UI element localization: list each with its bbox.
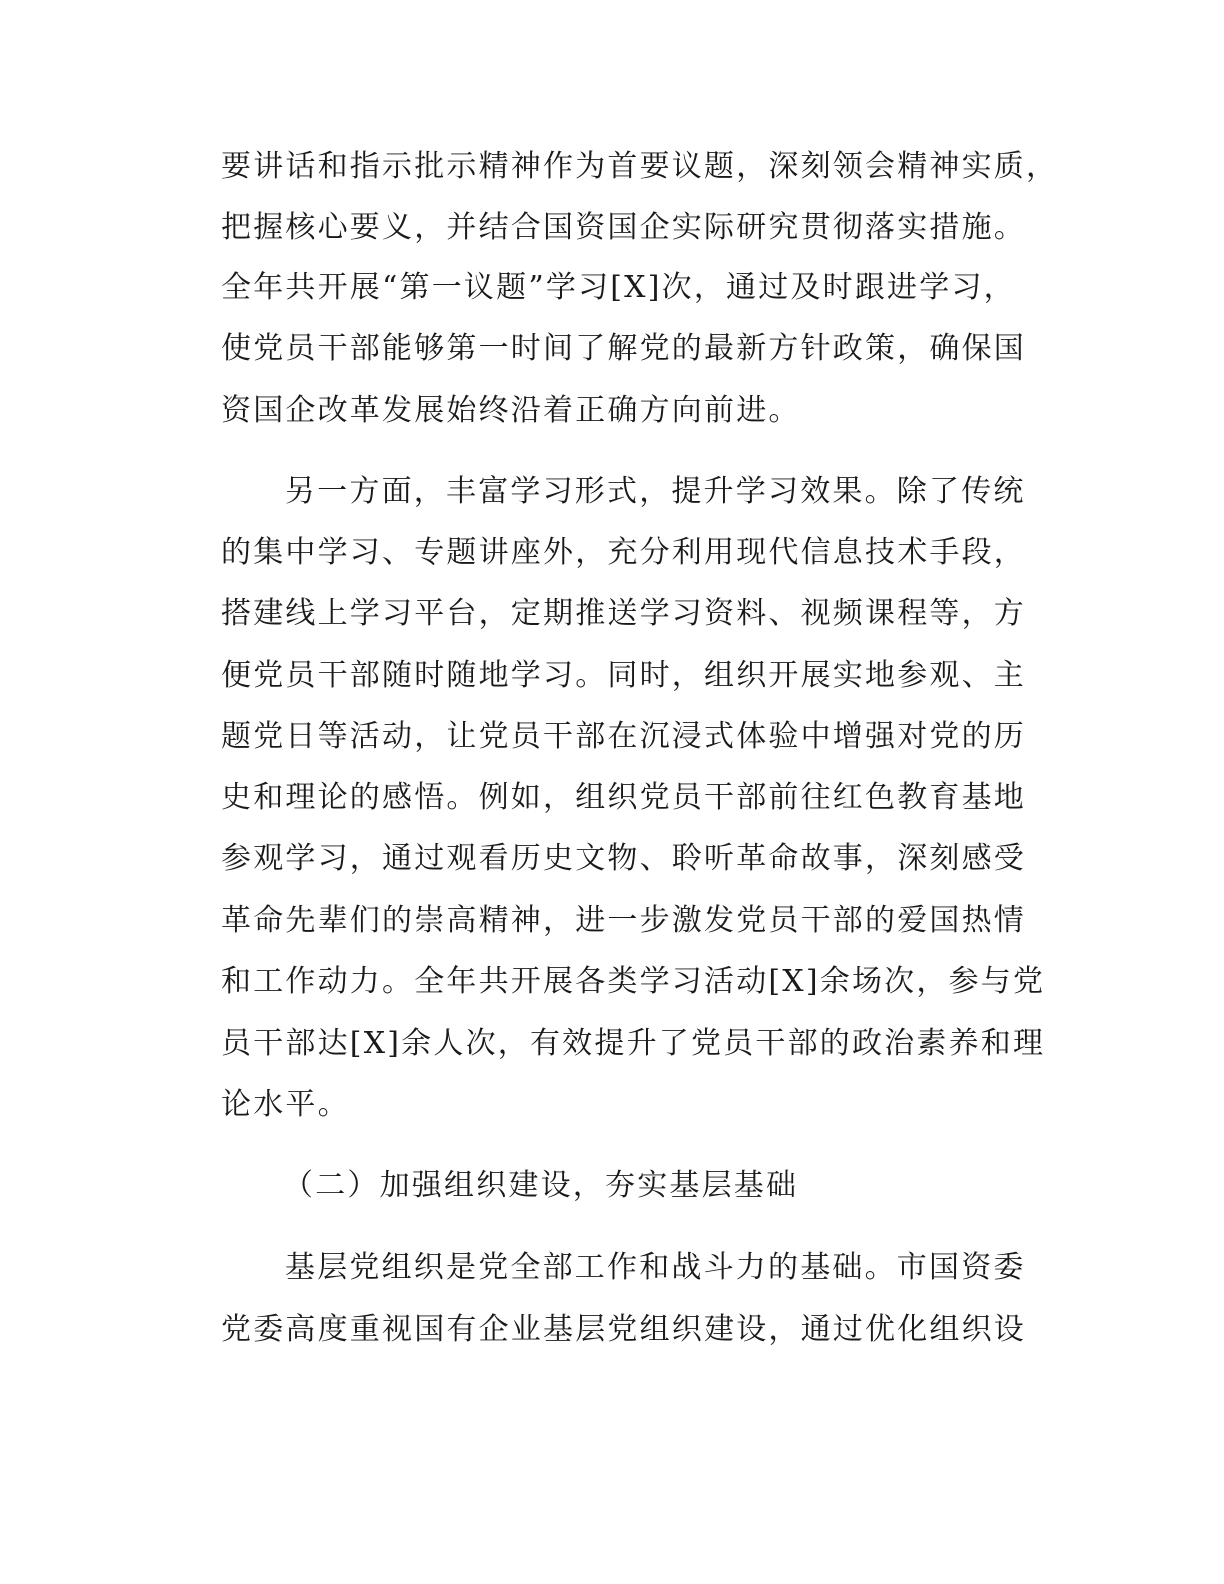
text-line: 搭建线上学习平台，定期推送学习资料、视频课程等，方 [221, 596, 1026, 631]
text-line: 要讲话和指示批示精神作为首要议题，深刻领会精神实质， [221, 149, 1059, 184]
text-line: 史和理论的感悟。例如，组织党员干部前往红色教育基地 [221, 780, 1026, 815]
section-heading: （二）加强组织建设，夯实基层基础 [283, 1168, 799, 1203]
text-line: 使党员干部能够第一时间了解党的最新方针政策，确保国 [221, 331, 1026, 366]
text-line: 论水平。 [221, 1087, 350, 1122]
text-line: 另一方面，丰富学习形式，提升学习效果。除了传统 [285, 474, 1026, 509]
text-line: 的集中学习、专题讲座外，充分利用现代信息技术手段， [221, 535, 1026, 570]
text-line: 资国企改革发展始终沿着正确方向前进。 [221, 393, 801, 428]
text-line: 和工作动力。全年共开展各类学习活动[X]余场次，参与党 [221, 964, 1046, 999]
text-line: 员干部达[X]余人次，有效提升了党员干部的政治素养和理 [221, 1026, 1046, 1061]
text-line: 革命先辈们的崇高精神，进一步激发党员干部的爱国热情 [221, 903, 1026, 938]
text-line: 基层党组织是党全部工作和战斗力的基础。市国资委 [285, 1250, 1026, 1285]
text-line: 参观学习，通过观看历史文物、聆听革命故事，深刻感受 [221, 841, 1026, 876]
text-line: 便党员干部随时随地学习。同时，组织开展实地参观、主 [221, 658, 1026, 693]
text-line: 全年共开展“第一议题”学习[X]次，通过及时跟进学习， [221, 270, 1016, 305]
text-line: 把握核心要义，并结合国资国企实际研究贯彻落实措施。 [221, 210, 1026, 245]
text-line: 题党日等活动，让党员干部在沉浸式体验中增强对党的历 [221, 719, 1026, 754]
text-line: 党委高度重视国有企业基层党组织建设，通过优化组织设 [221, 1312, 1026, 1347]
